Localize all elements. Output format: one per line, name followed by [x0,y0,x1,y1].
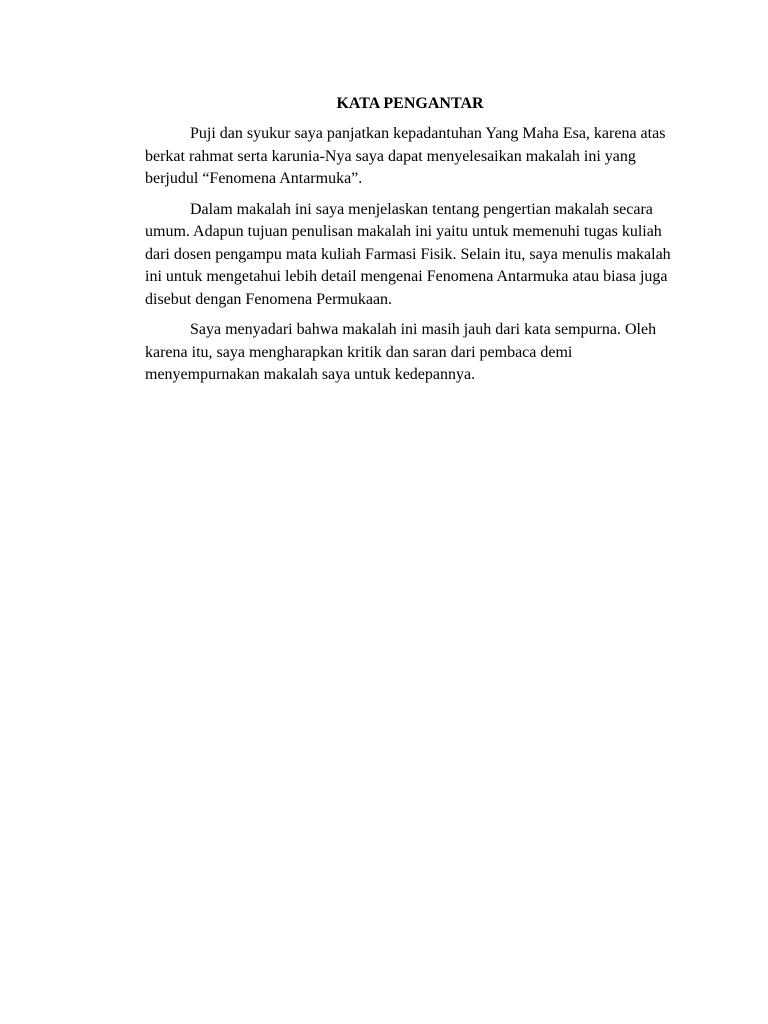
page-title: KATA PENGANTAR [336,95,484,112]
paragraph-purpose: Dalam makalah ini saya menjelaskan tentang pengertian makalah secara umum. Adapun tujuan penulisan makalah ini yaitu untuk memenuhi tugas kuliah dari dosen pengampu mata kuliah Farmasi Fisik. Selain itu, saya menulis makalah ini untuk mengetahui lebih detail mengenai Fenomena Antarmuka atau biasa juga disebut dengan Fenomena Permukaan. [145,200,671,308]
paragraph-intro: Puji dan syukur saya panjatkan kepadantuhan Yang Maha Esa, karena atas berkat rahmat serta karunia-Nya saya dapat menyelesaikan makalah ini yang berjudul “Fenomena Antarmuka”. [145,125,666,187]
page-content [145,93,675,395]
paragraph-closing: Saya menyadari bahwa makalah ini masih jauh dari kata sempurna. Oleh karena itu, saya mengharapkan kritik dan saran dari pembaca demi menyempurnakan makalah saya untuk kedepannya. [145,321,657,383]
